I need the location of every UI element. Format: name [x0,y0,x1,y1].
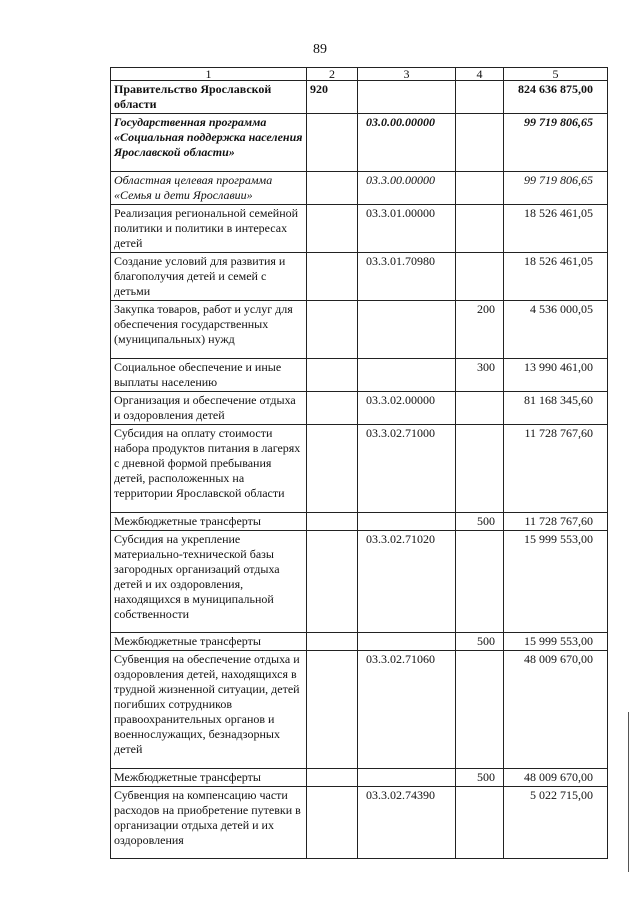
row-expense-kind [456,651,504,769]
row-department-code: 920 [307,81,358,114]
table-row [111,172,608,205]
row-target-code: 03.3.02.71020 [358,531,456,633]
row-name: Областная целевая программа «Семья и дети Ярославии» [111,172,307,205]
table-row [111,81,608,114]
row-expense-kind: 300 [456,359,504,392]
row-amount: 48 009 670,00 [504,651,608,769]
table-row [111,301,608,359]
row-target-code: 03.3.01.00000 [358,205,456,253]
table-row [111,769,608,787]
row-target-code [358,769,456,787]
column-header: 2 [307,68,358,81]
row-department-code [307,359,358,392]
row-target-code: 03.3.02.71000 [358,425,456,513]
row-target-code [358,513,456,531]
row-target-code: 03.3.02.00000 [358,392,456,425]
row-expense-kind [456,425,504,513]
row-department-code [307,425,358,513]
column-header: 4 [456,68,504,81]
column-header: 1 [111,68,307,81]
row-department-code [307,769,358,787]
row-amount: 824 636 875,00 [504,81,608,114]
row-name: Межбюджетные трансферты [111,633,307,651]
row-department-code [307,531,358,633]
row-name: Субвенция на компенсацию части расходов на приобретение путевки в организации отдыха детей и их оздоровления [111,787,307,859]
row-target-code [358,301,456,359]
row-target-code: 03.3.01.70980 [358,253,456,301]
row-expense-kind: 500 [456,513,504,531]
table-row [111,633,608,651]
row-name: Правительство Ярославской области [111,81,307,114]
column-header: 5 [504,68,608,81]
row-amount: 15 999 553,00 [504,633,608,651]
row-expense-kind [456,172,504,205]
row-name: Социальное обеспечение и иные выплаты населению [111,359,307,392]
row-amount: 4 536 000,05 [504,301,608,359]
row-department-code [307,301,358,359]
table-row [111,531,608,633]
row-target-code [358,81,456,114]
row-expense-kind [456,531,504,633]
row-target-code [358,633,456,651]
budget-table [110,67,608,859]
row-amount: 99 719 806,65 [504,172,608,205]
row-name: Субсидия на укрепление материально-технической базы загородных организаций отдыха детей и их оздоровления, находящихся в муниципальной собственности [111,531,307,633]
row-department-code [307,114,358,172]
table-row [111,253,608,301]
row-expense-kind: 200 [456,301,504,359]
table-row [111,651,608,769]
row-name: Создание условий для развития и благополучия детей и семей с детьми [111,253,307,301]
row-department-code [307,633,358,651]
row-expense-kind: 500 [456,633,504,651]
row-department-code [307,253,358,301]
header-row [111,68,608,81]
row-expense-kind [456,205,504,253]
row-amount: 48 009 670,00 [504,769,608,787]
row-target-code [358,359,456,392]
row-expense-kind: 500 [456,769,504,787]
row-expense-kind [456,253,504,301]
row-amount: 5 022 715,00 [504,787,608,859]
row-amount: 81 168 345,60 [504,392,608,425]
column-header: 3 [358,68,456,81]
row-name: Организация и обеспечение отдыха и оздоровления детей [111,392,307,425]
row-name: Межбюджетные трансферты [111,513,307,531]
row-amount: 18 526 461,05 [504,205,608,253]
table-row [111,787,608,859]
row-name: Межбюджетные трансферты [111,769,307,787]
row-name: Субсидия на оплату стоимости набора продуктов питания в лагерях с дневной формой пребывания детей, расположенных на территории Ярославской области [111,425,307,513]
table-row [111,392,608,425]
table-row [111,359,608,392]
row-expense-kind [456,81,504,114]
table-row [111,114,608,172]
row-amount: 13 990 461,00 [504,359,608,392]
scan-edge-line [628,712,629,872]
row-expense-kind [456,392,504,425]
row-amount: 11 728 767,60 [504,425,608,513]
row-target-code: 03.3.02.74390 [358,787,456,859]
row-department-code [307,392,358,425]
row-target-code: 03.3.00.00000 [358,172,456,205]
table-row [111,205,608,253]
row-name: Государственная программа «Социальная поддержка населения Ярославской области» [111,114,307,172]
row-name: Закупка товаров, работ и услуг для обеспечения государственных (муниципальных) нужд [111,301,307,359]
row-amount: 15 999 553,00 [504,531,608,633]
row-department-code [307,172,358,205]
table-row [111,513,608,531]
row-department-code [307,787,358,859]
row-name: Субвенция на обеспечение отдыха и оздоровления детей, находящихся в трудной жизненной ситуации, детей погибших сотрудников правоохранительных органов и военнослужащих, безнадзорных детей [111,651,307,769]
row-name: Реализация региональной семейной политики и политики в интересах детей [111,205,307,253]
row-amount: 99 719 806,65 [504,114,608,172]
row-department-code [307,513,358,531]
row-department-code [307,651,358,769]
row-target-code: 03.3.02.71060 [358,651,456,769]
row-expense-kind [456,114,504,172]
row-amount: 18 526 461,05 [504,253,608,301]
row-department-code [307,205,358,253]
row-target-code: 03.0.00.00000 [358,114,456,172]
table-row [111,425,608,513]
page-number: 89 [313,42,327,57]
row-amount: 11 728 767,60 [504,513,608,531]
row-expense-kind [456,787,504,859]
